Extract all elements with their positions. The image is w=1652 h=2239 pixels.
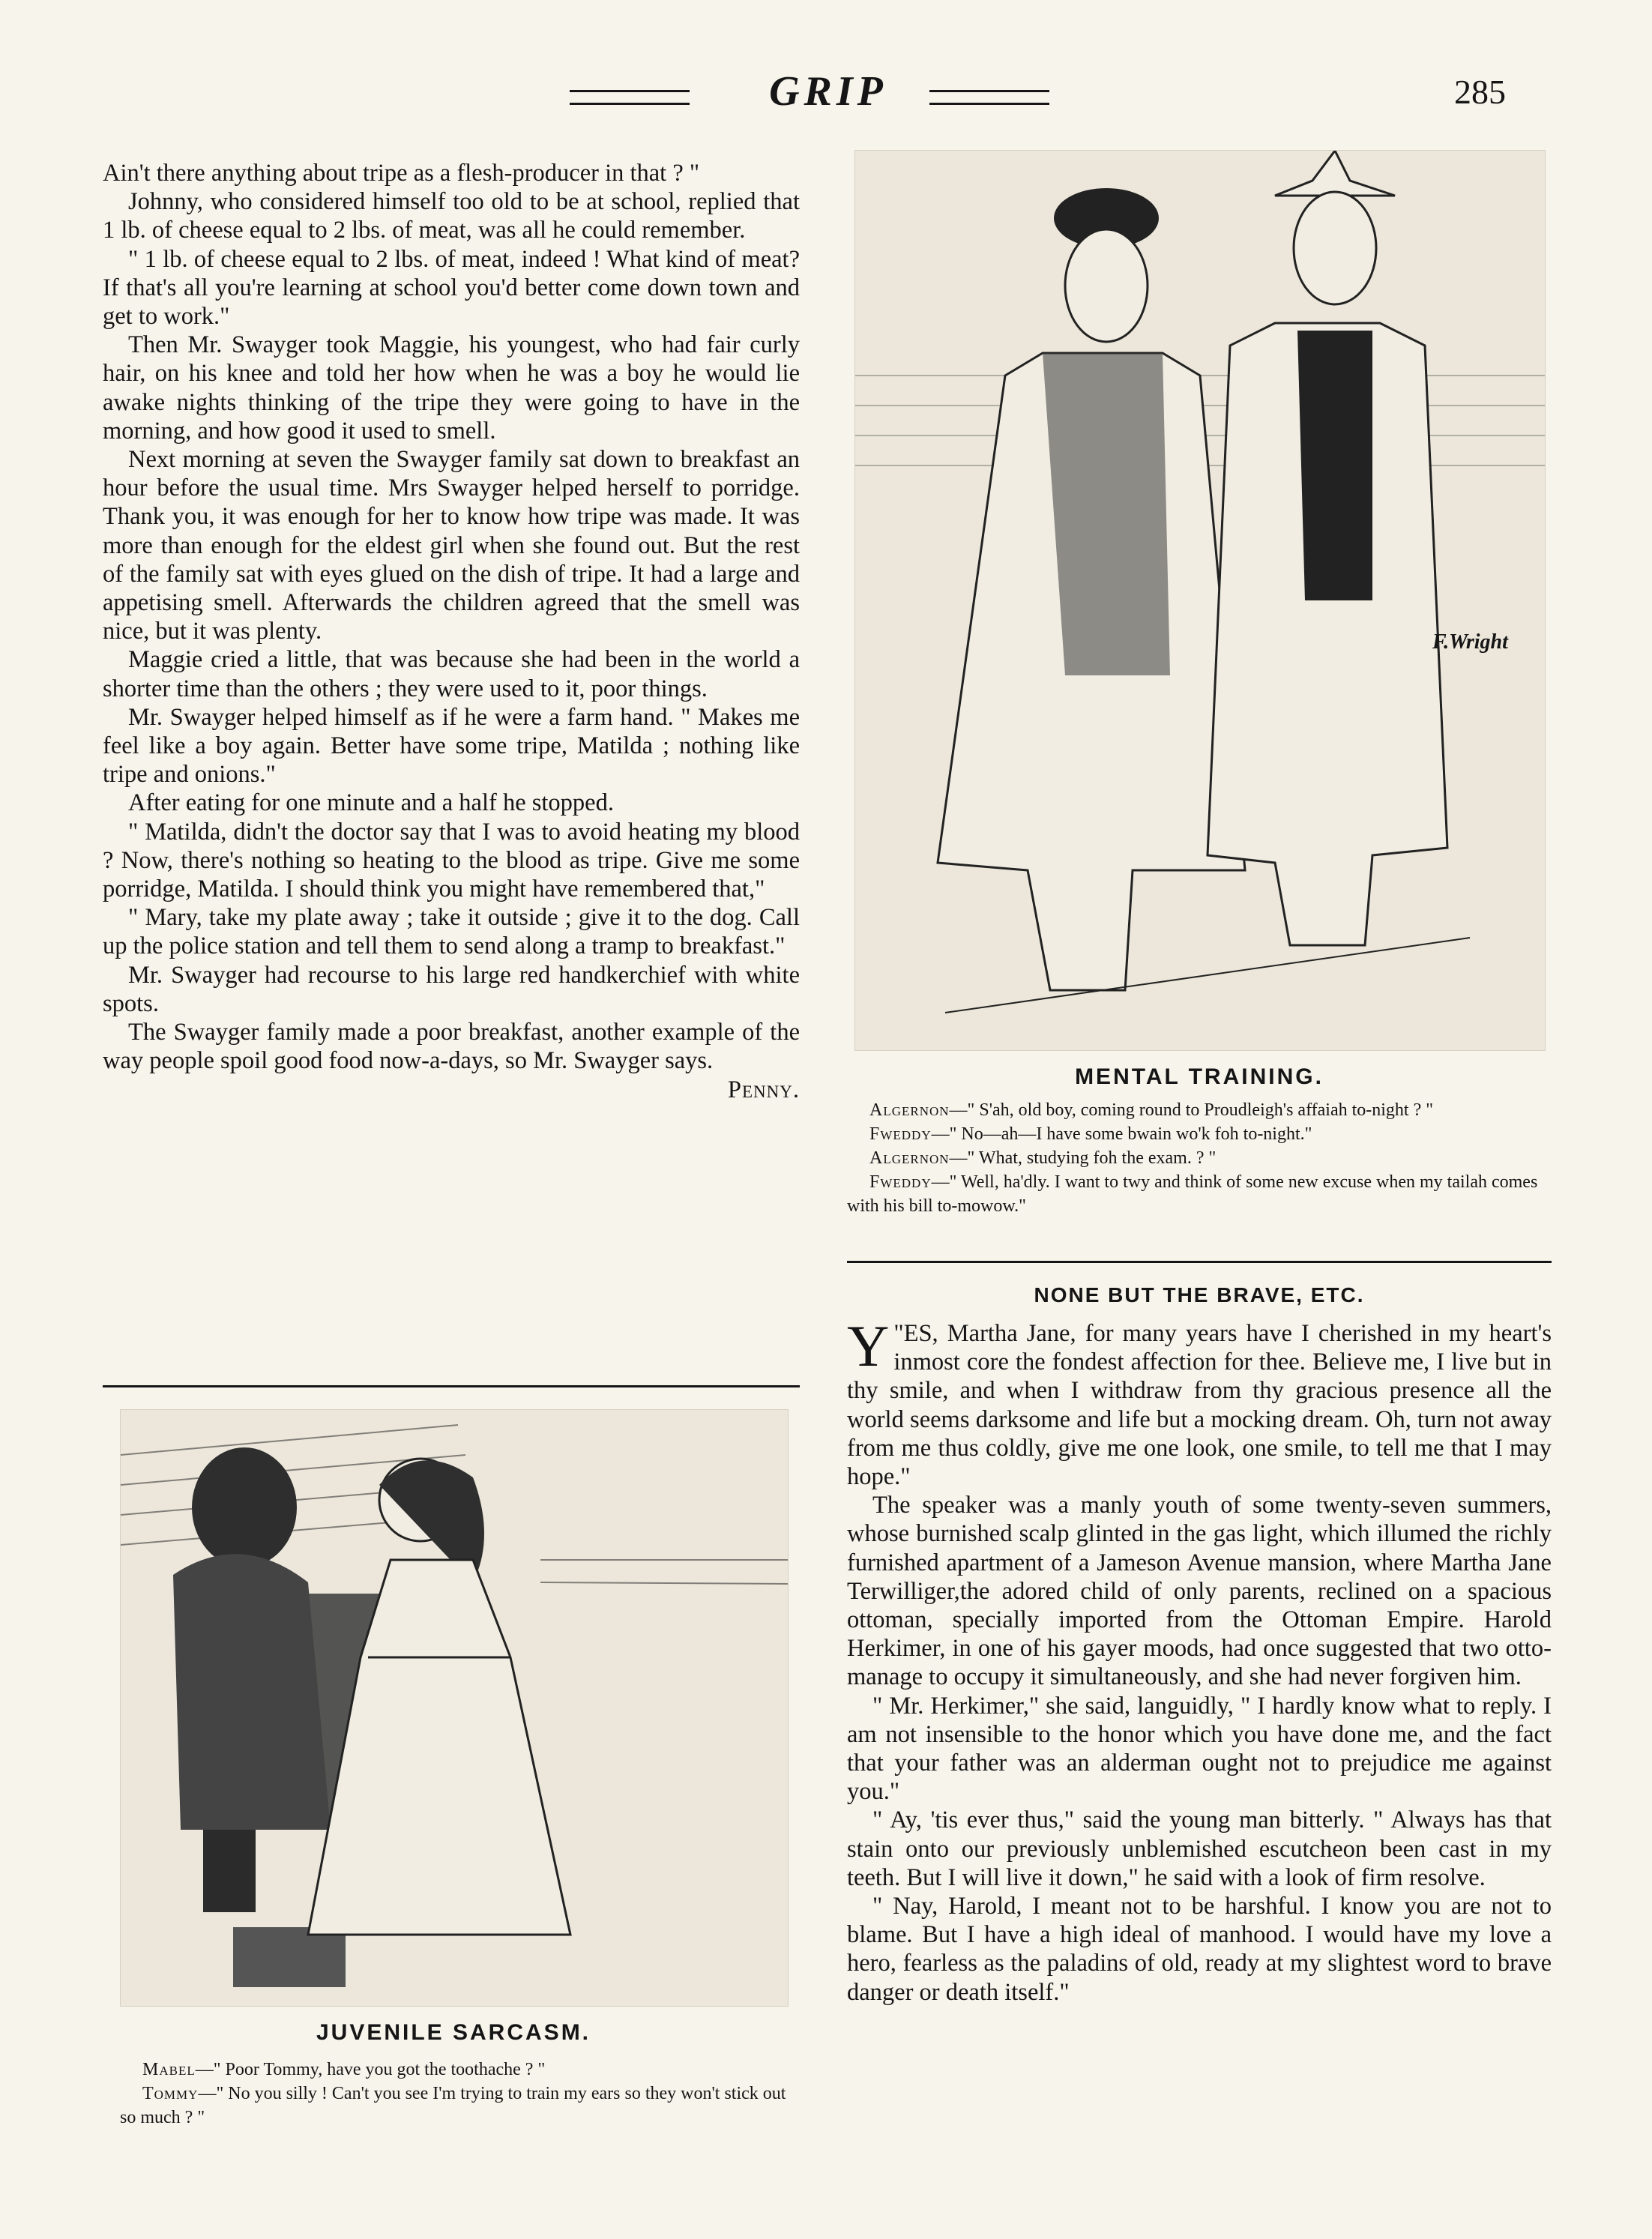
paragraph: The speaker was a manly youth of some twenty-seven summers, whose burnished scalp glinted in the gas light, which illumed the richly furnished apartment of a Jameson Avenue mansion, where Martha Jane Terwilliger,the adored child of only parents, reclined on a spacious ottoman, specially imported from the Ottoman Empire. Harold Herkimer, in one of his gayer moods, had once suggested that two otto-manage to occupy it simultaneously, and she had never forgiven him. xyxy=(847,1492,1552,1691)
column-divider-rule xyxy=(103,1385,800,1387)
speaker-name: Fweddy xyxy=(869,1124,932,1144)
juvenile-sarcasm-title: JUVENILE SARCASM. xyxy=(316,2020,591,2045)
paragraph: Next morning at seven the Swayger family sat down to breakfast an hour before the usual time. Mrs Swayger helped herself to porridge. Thank you, it was enough for her to know how tripe was made. It was more than enough for the eldest girl when she found out. But the rest of the family sat with eyes glued on the dish of tripe. It had a large and appetising smell. Afterwards the children agreed that the smell was nice, but it was plenty. xyxy=(103,446,800,645)
section-divider-rule xyxy=(847,1261,1552,1263)
paragraph xyxy=(103,1018,800,1103)
paragraph: Johnny, who considered himself too old to be at school, replied that 1 lb. of cheese equal to 2 lbs. of meat, was all he could remember. xyxy=(103,188,800,244)
mental-training-dialog xyxy=(847,1098,1552,1218)
masthead-rule-left xyxy=(570,90,690,105)
dialog-text: —" What, studying foh the exam. ? " xyxy=(949,1148,1217,1168)
juvenile-sarcasm-dialog xyxy=(120,2058,802,2130)
mental-training-drawing xyxy=(855,151,1545,1050)
paragraph: Mr. Swayger had recourse to his large red handkerchief with white spots. xyxy=(103,961,800,1017)
speaker-name: Mabel xyxy=(142,2060,196,2079)
paragraph: " Matilda, didn't the doctor say that I was to avoid heating my blood ? Now, there's nothing so heating to the blood as tripe. Give me some porridge, Matilda. I should think you might have remembered that," xyxy=(103,818,800,903)
mental-training-title: MENTAL TRAINING. xyxy=(1075,1064,1324,1089)
first-paragraph xyxy=(847,1313,1552,1491)
dialog-line xyxy=(120,2082,802,2130)
dialog-line xyxy=(847,1122,1552,1146)
page-number: 285 xyxy=(1454,73,1506,111)
paragraph: Maggie cried a little, that was because she had been in the world a shorter time than the others ; they were used to it, poor things. xyxy=(103,646,800,702)
paragraph: " Nay, Harold, I meant not to be harshful. I know you are not to blame. But I have a high ideal of manhood. I would have my love a hero, fearless as the paladins of old, ready at my slightest word to brave danger or death itself." xyxy=(847,1893,1552,2006)
juvenile-sarcasm-drawing xyxy=(121,1410,788,2006)
masthead-rule-right xyxy=(929,90,1049,105)
author-signature: Penny. xyxy=(727,1076,800,1103)
speaker-name: Fweddy xyxy=(869,1172,932,1192)
dialog-text: —" S'ah, old boy, coming round to Proudleigh's affaiah to-night ? " xyxy=(949,1100,1434,1120)
juvenile-sarcasm-illustration xyxy=(120,1409,789,2007)
dialog-line xyxy=(847,1098,1552,1122)
masthead-title: GRIP xyxy=(769,68,887,115)
opening-quote: " xyxy=(893,1320,904,1347)
artist-signature: F.Wright xyxy=(1432,630,1508,654)
masthead xyxy=(0,67,1652,120)
dialog-line xyxy=(847,1170,1552,1218)
dialog-line xyxy=(120,2058,802,2082)
drop-cap: Y xyxy=(847,1313,890,1378)
paragraph: " 1 lb. of cheese equal to 2 lbs. of meat, indeed ! What kind of meat? If that's all you're learning at school you'd better come down town and get to work." xyxy=(103,245,800,331)
mental-training-illustration xyxy=(854,150,1546,1051)
speaker-name: Tommy xyxy=(142,2084,199,2103)
paragraph: " Mary, take my plate away ; take it outside ; give it to the dog. Call up the police station and tell them to send along a tramp to breakfast." xyxy=(103,904,800,960)
paragraph: Mr. Swayger helped himself as if he were a farm hand. " Makes me feel like a boy again. Better have some tripe, Matilda ; nothing like tripe and onions." xyxy=(103,703,800,789)
paragraph: " Ay, 'tis ever thus," said the young man bitterly. " Always has that stain onto our previously unblemished escutcheon been cast in my teeth. But I will live it down," he said with a look of firm resolve. xyxy=(847,1806,1552,1891)
paragraph: " Mr. Herkimer," she said, languidly, " I hardly know what to reply. I am not insensible to the honor which you have done me, and the fact that your father was an alderman ought not to prejudice me against you." xyxy=(847,1692,1552,1806)
section-title: NONE BUT THE BRAVE, ETC. xyxy=(1034,1283,1365,1307)
dialog-text: —" Well, ha'dly. I want to twy and think of some new excuse when my tailah comes with his bill to-mowow." xyxy=(847,1172,1538,1216)
paragraph: Then Mr. Swayger took Maggie, his youngest, who had fair curly hair, on his knee and told her how when he was a boy he would lie awake nights thinking of the tripe they were going to have in the morning, and how good it used to smell. xyxy=(103,331,800,445)
speaker-name: Algernon xyxy=(869,1100,950,1120)
dialog-text: —" No—ah—I have some bwain wo'k foh to-night." xyxy=(931,1124,1312,1144)
paragraph-text: The Swayger family made a poor breakfast, another example of the way people spoil good food now-a-days, so Mr. Swayger says. xyxy=(103,1019,800,1075)
first-paragraph-text: ES, Martha Jane, for many years have I cherished in my heart's inmost core the fondest affection for thee. Believe me, I live but in thy smile, and when I withdraw from thy gracious presence all the world seems darksome and life but a mocking dream. Oh, turn not away from me thus coldly, give me one look, one smile, to tell me that I may hope." xyxy=(847,1320,1552,1491)
speaker-name: Algernon xyxy=(869,1148,950,1168)
paragraph: Ain't there anything about tripe as a flesh-producer in that ? " xyxy=(103,160,700,187)
dialog-text: —" No you silly ! Can't you see I'm trying to train my ears so they won't stick out so much ? " xyxy=(120,2084,786,2127)
dialog-line xyxy=(847,1146,1552,1170)
dialog-text: —" Poor Tommy, have you got the toothache ? " xyxy=(195,2060,546,2079)
none-but-the-brave-article xyxy=(847,1313,1552,2007)
paragraph: After eating for one minute and a half he stopped. xyxy=(128,789,614,817)
left-column-article xyxy=(103,159,800,1104)
